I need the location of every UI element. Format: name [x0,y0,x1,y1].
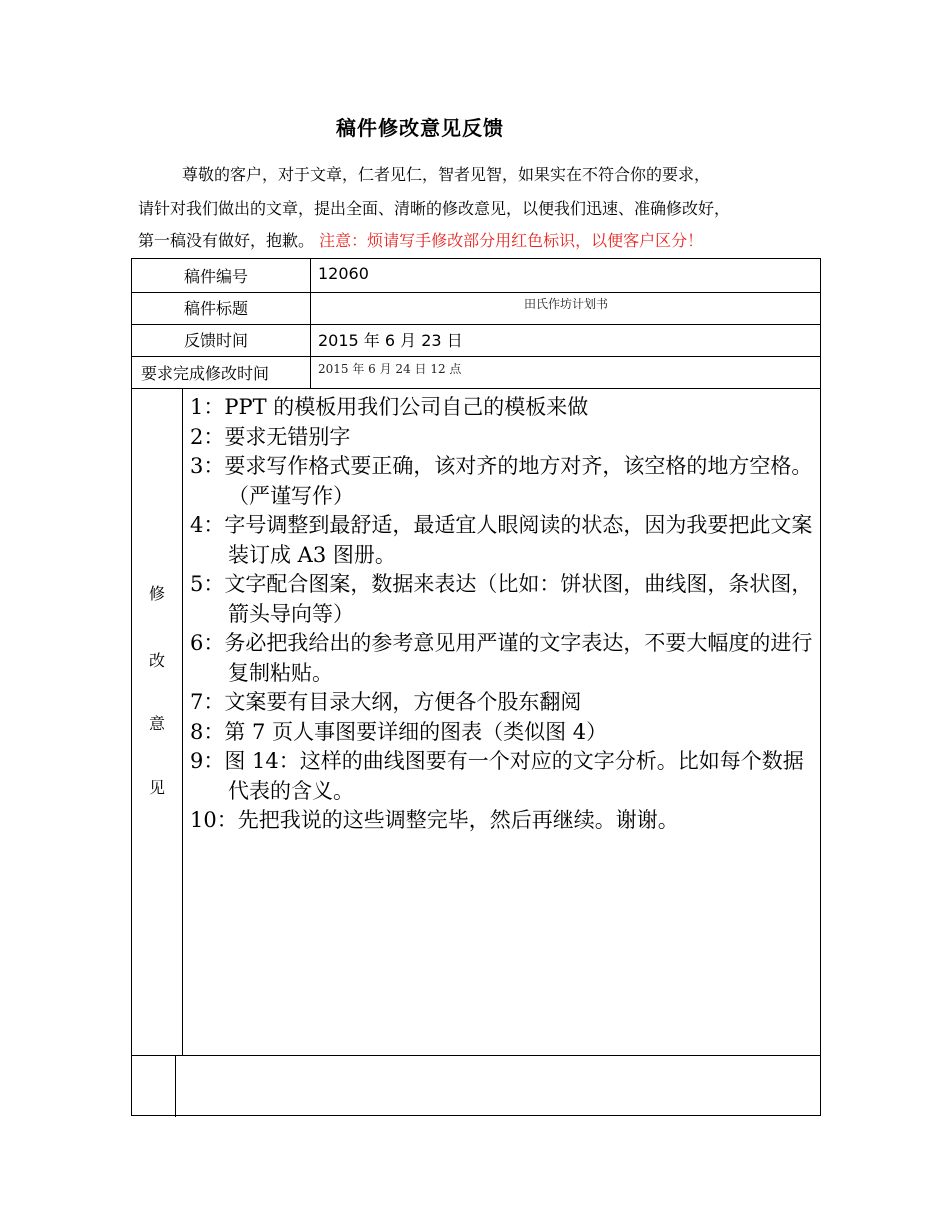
row-divider [132,1055,820,1056]
opinions-list [190,393,816,836]
column-divider [182,388,183,1055]
row-divider [132,388,820,389]
opinions-label-char: 意 [148,714,165,733]
opinion-item: 2：要求无错别字 [190,424,351,449]
opinions-label-char: 修 [148,584,165,603]
opinions-label-char: 见 [148,778,165,797]
intro-line-3 [138,228,818,251]
manuscript-title-value: 田氏作坊计划书 [523,297,608,311]
deadline-value: 2015 年 6 月 24 日 12 点 [318,362,462,376]
feedback-form-table [131,258,821,1116]
feedback-time-label: 反馈时间 [184,331,249,350]
manuscript-title-label: 稿件标题 [184,299,249,318]
red-notice: 注意：烦请写手修改部分用红色标识，以便客户区分！ [319,231,704,250]
opinion-item: 9：图 14：这样的曲线图要有一个对应的文字分析。比如每个数据代表的含义。 [190,749,804,803]
intro-line-1: 尊敬的客户，对于文章，仁者见仁，智者见智，如果实在不符合你的要求， [182,165,711,184]
opinion-item: 5：文字配合图案，数据来表达（比如：饼状图，曲线图，条状图，箭头导向等） [190,572,813,626]
feedback-time-value: 2015 年 6 月 23 日 [318,331,463,350]
opinion-item: 3：要求写作格式要正确，该对齐的地方对齐，该空格的地方空格。（严谨写作） [190,454,813,508]
opinion-item: 1：PPT 的模板用我们公司自己的模板来做 [190,395,589,419]
opinion-item: 4：字号调整到最舒适，最适宜人眼阅读的状态，因为我要把此文案装订成 A3 图册。 [190,513,813,567]
opinion-item: 8：第 7 页人事图要详细的图表（类似图 4） [190,719,608,744]
intro-line-2: 请针对我们做出的文章，提出全面、清晰的修改意见，以便我们迅速、准确修改好， [138,199,731,218]
manuscript-no-value: 12060 [318,264,369,283]
deadline-label: 要求完成修改时间 [141,364,270,383]
opinions-label-char: 改 [148,651,165,670]
row-divider [132,324,820,325]
row-divider [132,356,820,357]
opinion-item: 7：文案要有目录大纲，方便各个股东翻阅 [190,690,582,714]
row-divider [132,292,820,293]
opinion-item: 10：先把我说的这些调整完毕，然后再继续。谢谢。 [190,808,679,832]
manuscript-no-label: 稿件编号 [184,267,249,286]
apology-text: 第一稿没有做好，抱歉。 [138,231,315,250]
column-divider [310,259,311,388]
page-title: 稿件修改意见反馈 [336,116,504,140]
column-divider [175,1055,176,1117]
opinion-item: 6：务必把我给出的参考意见用严谨的文字表达，不要大幅度的进行复制粘贴。 [190,631,813,685]
